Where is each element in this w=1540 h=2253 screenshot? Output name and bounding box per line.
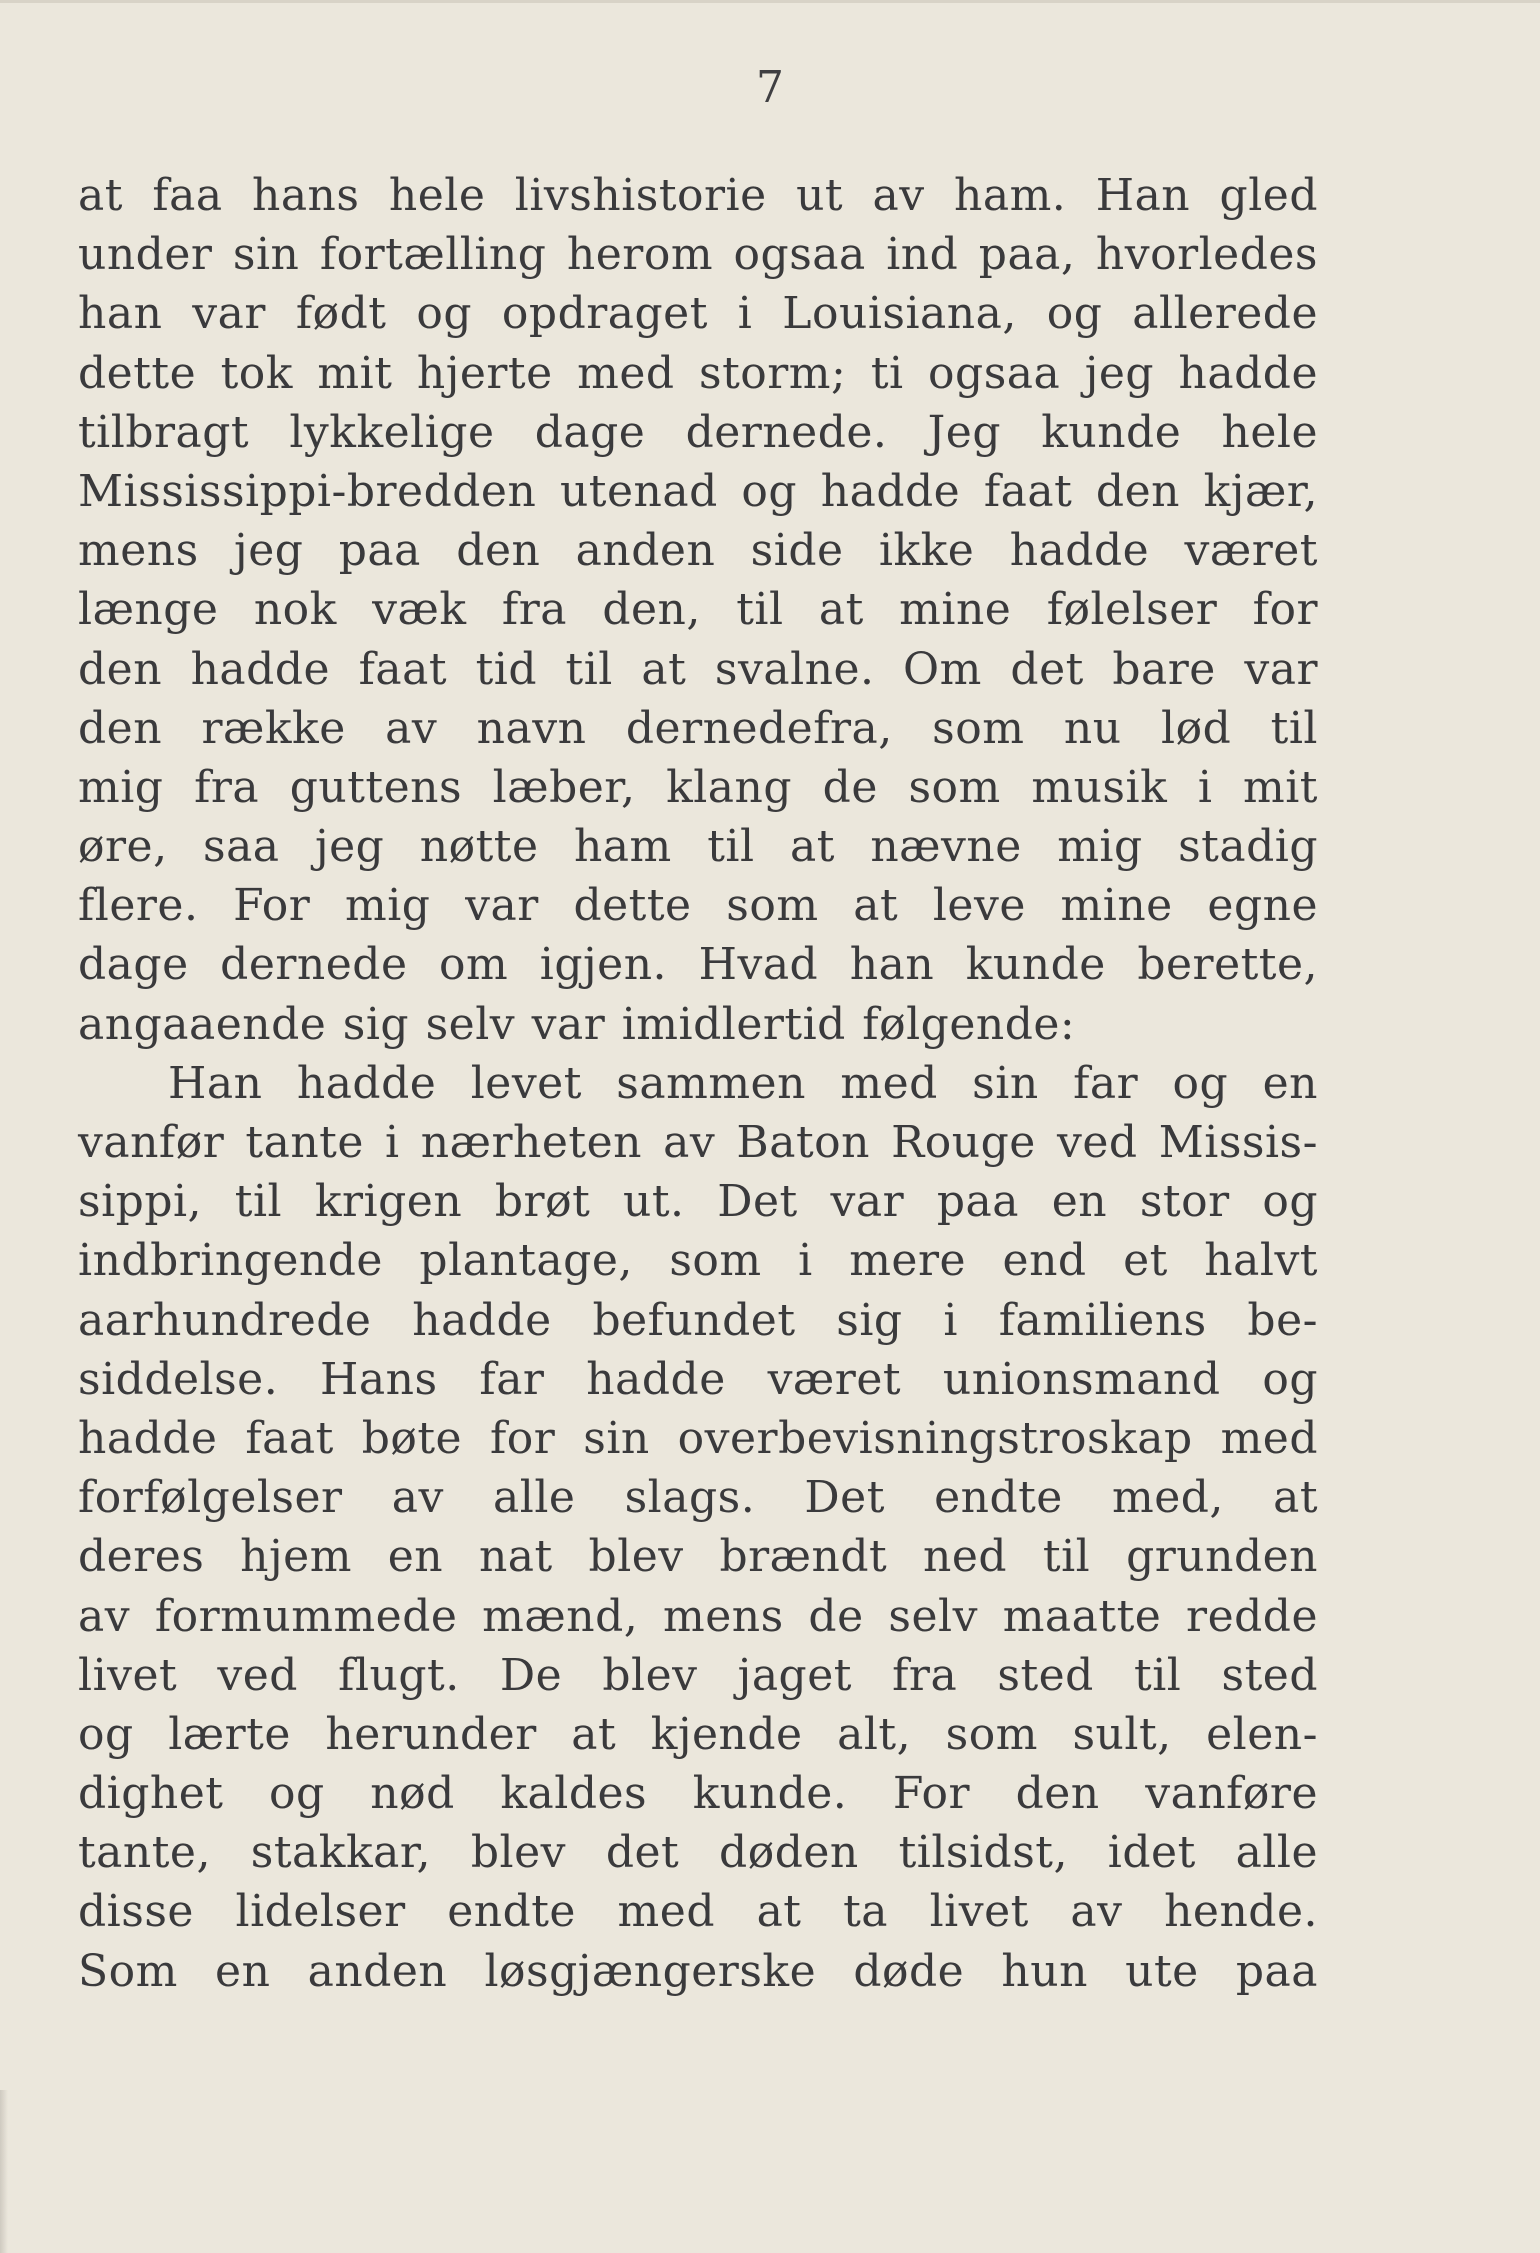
text-line: dette tok mit hjerte med storm; ti ogsaa jeg hadde: [78, 347, 1318, 399]
text-line: deres hjem en nat blev brændt ned til grunden: [78, 1531, 1318, 1583]
text-line: Mississippi-bredden utenad og hadde faat den kjær,: [78, 465, 1318, 517]
text-line: sippi, til krigen brøt ut. Det var paa en stor og: [78, 1176, 1318, 1228]
text-line: disse lidelser endte med at ta livet av hende.: [78, 1886, 1318, 1938]
text-line: Som en anden løsgjængerske døde hun ute paa: [78, 1945, 1318, 1997]
text-line: under sin fortælling herom ogsaa ind paa, hvorledes: [78, 229, 1318, 281]
text-line: forfølgelser av alle slags. Det endte med, at: [78, 1472, 1318, 1524]
page-number: 7: [756, 62, 784, 113]
text-line: den række av navn dernedefra, som nu lød til: [78, 702, 1318, 754]
text-line: mens jeg paa den anden side ikke hadde været: [78, 525, 1318, 577]
body-text: [78, 166, 1318, 2001]
text-line: vanfør tante i nærheten av Baton Rouge ved Missis-: [78, 1117, 1318, 1168]
text-line: den hadde faat tid til at svalne. Om det bare var: [78, 643, 1318, 695]
text-line: mig fra guttens læber, klang de som musik i mit: [78, 761, 1318, 813]
text-line: længe nok væk fra den, til at mine følelser for: [78, 584, 1318, 636]
text-line-paragraph-start: Han hadde levet sammen med sin far og en: [168, 1057, 1318, 1109]
text-line: tante, stakkar, blev det døden tilsidst, idet alle: [78, 1827, 1318, 1879]
text-line: indbringende plantage, som i mere end et halvt: [78, 1235, 1318, 1287]
text-line: aarhundrede hadde befundet sig i familiens be-: [78, 1294, 1318, 1346]
text-line: livet ved flugt. De blev jaget fra sted til sted: [78, 1649, 1318, 1701]
text-line: av formummede mænd, mens de selv maatte redde: [78, 1590, 1318, 1642]
page-edge-shadow: [0, 2090, 8, 2253]
text-line: og lærte herunder at kjende alt, som sult, elen-: [78, 1708, 1318, 1760]
text-line-paragraph-end: angaaende sig selv var imidlertid følgende:: [78, 998, 1076, 1050]
text-line: flere. For mig var dette som at leve mine egne: [78, 880, 1318, 932]
text-line: siddelse. Hans far hadde været unionsmand og: [78, 1353, 1318, 1405]
text-line: dighet og nød kaldes kunde. For den vanføre: [78, 1768, 1318, 1820]
text-line: at faa hans hele livshistorie ut av ham. Han gled: [78, 170, 1318, 221]
text-line: hadde faat bøte for sin overbevisningstroskap med: [78, 1412, 1318, 1464]
page-top-edge: [0, 0, 1540, 3]
text-line: tilbragt lykkelige dage dernede. Jeg kunde hele: [78, 406, 1318, 458]
text-line: dage dernede om igjen. Hvad han kunde berette,: [78, 939, 1318, 991]
text-line: øre, saa jeg nøtte ham til at nævne mig stadig: [78, 821, 1318, 873]
text-line: han var født og opdraget i Louisiana, og allerede: [78, 288, 1318, 340]
